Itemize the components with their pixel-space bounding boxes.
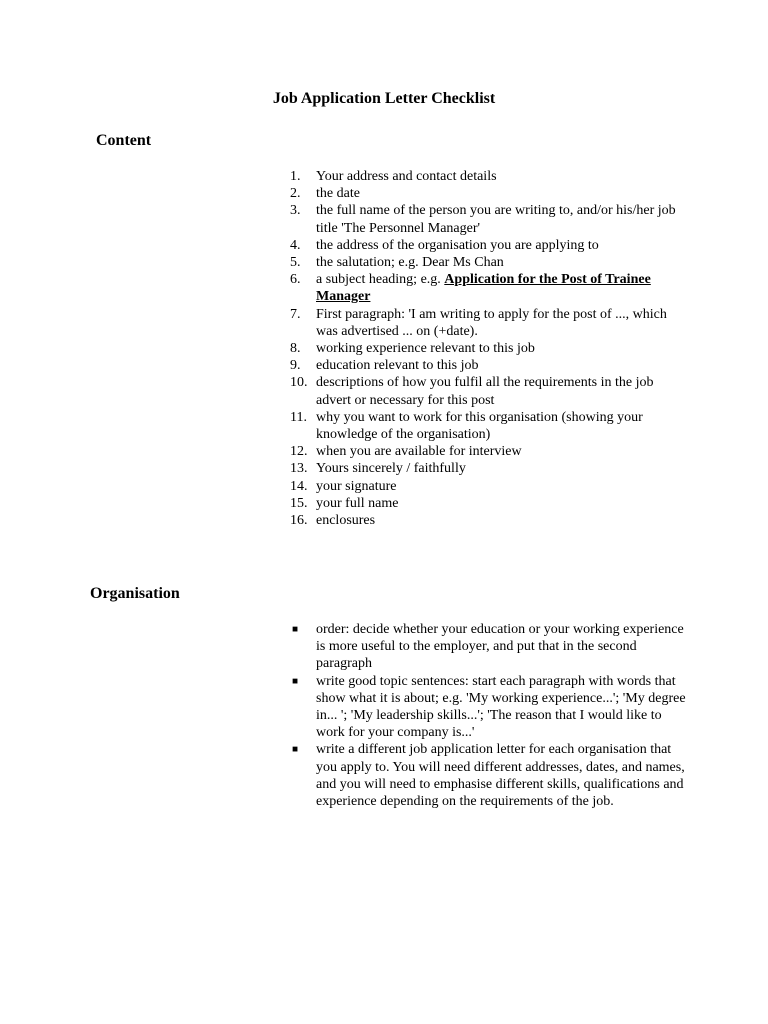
bullet-text: write good topic sentences: start each paragraph with words that show what it is about; e.g. 'My working experience...'; 'My degree in... '; 'My leadership skills...'; 'The reason that I would like to work for your company is...' <box>316 673 686 741</box>
item-number: 16. <box>290 513 308 529</box>
square-bullet-icon: ■ <box>292 744 299 756</box>
page-title: Job Application Letter Checklist <box>272 90 496 107</box>
item-text: education relevant to this job <box>316 358 479 374</box>
checklist-item <box>290 254 690 271</box>
square-bullet-icon: ■ <box>292 624 299 635</box>
checklist-item <box>290 168 690 185</box>
item-text: why you want to work for this organisation (showing your knowledge of the organisation) <box>316 409 643 443</box>
item-number: 1. <box>290 169 301 184</box>
item-text: Your address and contact details <box>316 169 497 184</box>
item-text: Yours sincerely / faithfully <box>316 461 466 477</box>
checklist-item <box>290 271 690 305</box>
item-number: 9. <box>290 358 301 374</box>
item-number: 11. <box>290 409 307 425</box>
item-text: enclosures <box>316 513 376 529</box>
item-text: when you are available for interview <box>316 444 522 460</box>
bullet-item <box>290 741 690 810</box>
checklist-item <box>290 374 690 408</box>
checklist-item <box>290 237 690 254</box>
item-text: descriptions of how you fulfil all the requirements in the job advert or necessary for this post <box>316 375 654 408</box>
checklist-item <box>290 202 690 236</box>
checklist-item <box>290 306 690 340</box>
item-number: 13. <box>290 461 308 477</box>
item-text: the full name of the person you are writing to, and/or his/her job title 'The Personnel Manager' <box>316 203 676 236</box>
item-text: First paragraph: 'I am writing to apply for the post of ..., which was advertised ... on (+date). <box>316 306 667 339</box>
item-number: 10. <box>290 375 308 391</box>
bullet-item <box>290 673 690 742</box>
checklist-item <box>290 512 690 529</box>
content-heading: Content <box>96 132 152 149</box>
checklist-item <box>290 409 690 443</box>
organisation-heading: Organisation <box>90 585 180 602</box>
bullet-text: order: decide whether your education or your working experience is more useful to the employer, and put that in the second paragraph <box>316 622 684 672</box>
item-text: your signature <box>316 478 397 494</box>
bullet-item <box>290 621 690 673</box>
square-bullet-icon: ■ <box>292 675 299 687</box>
organisation-bullet-list <box>290 621 690 810</box>
checklist-item <box>290 340 690 357</box>
item-text: the address of the organisation you are applying to <box>316 237 599 253</box>
content-checklist <box>290 168 690 529</box>
item-number: 3. <box>290 203 301 219</box>
item-number: 6. <box>290 272 301 288</box>
subject-heading-example: Application for the Post of Trainee Manager <box>316 272 651 305</box>
item-number: 8. <box>290 341 301 357</box>
checklist-item <box>290 495 690 512</box>
checklist-item <box>290 357 690 374</box>
item-text: working experience relevant to this job <box>316 341 535 357</box>
item-text: the salutation; e.g. Dear Ms Chan <box>316 255 504 271</box>
checklist-item <box>290 185 690 202</box>
item-text: your full name <box>316 495 399 511</box>
item-text: a subject heading; e.g. <box>316 272 445 288</box>
item-number: 4. <box>290 237 301 253</box>
item-number: 7. <box>290 306 301 322</box>
item-number: 2. <box>290 186 301 202</box>
item-number: 5. <box>290 255 301 271</box>
checklist-item <box>290 460 690 477</box>
bullet-text: write a different job application letter for each organisation that you apply to. You will need different addresses, dates, and names, and you will need to emphasise different skills, qualifications and experience depending on the requirements of the job. <box>316 742 685 810</box>
checklist-item <box>290 443 690 460</box>
item-number: 14. <box>290 478 308 494</box>
checklist-item <box>290 478 690 495</box>
item-text: the date <box>316 186 360 202</box>
item-number: 15. <box>290 495 308 511</box>
item-number: 12. <box>290 444 308 460</box>
